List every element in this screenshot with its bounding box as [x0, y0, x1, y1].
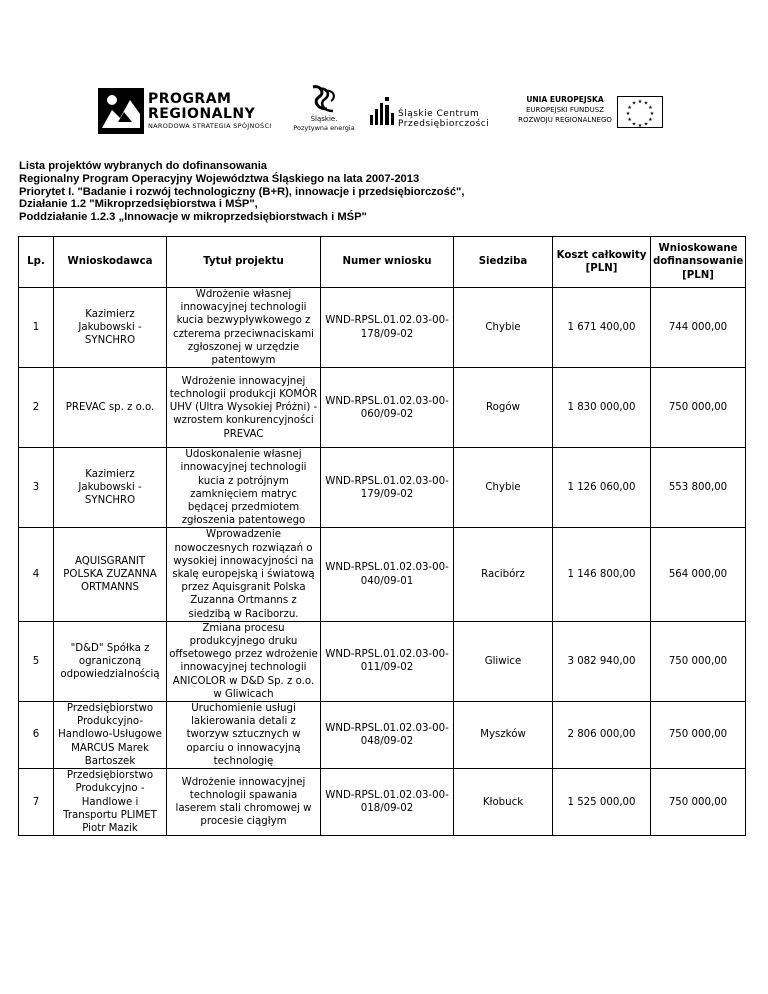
svg-text:★: ★	[648, 105, 653, 111]
heading-line-4: Działanie 1.2 "Mikroprzedsiębiorstwa i MŚP",	[19, 198, 258, 211]
cell-requested: 564 000,00	[651, 528, 746, 621]
ue-logo-line3: ROZWOJU REGIONALNEGO	[518, 116, 612, 124]
ue-text-logo	[510, 95, 620, 125]
cell-applicant: Przedsiębiorstwo Produkcyjno-Handlowo-Usługowe MARCUS Marek Bartoszek	[54, 702, 167, 769]
svg-text:★: ★	[648, 117, 653, 123]
svg-text:★: ★	[625, 111, 631, 117]
cell-number: WND-RPSL.01.02.03-00-178/09-02	[321, 288, 454, 368]
column-header-number: Numer wniosku	[321, 237, 454, 288]
cell-seat: Chybie	[454, 288, 553, 368]
cell-requested: 750 000,00	[651, 702, 746, 769]
cell-lp: 1	[19, 288, 54, 368]
program-logo-title	[148, 92, 255, 122]
cell-requested: 750 000,00	[651, 621, 746, 701]
cell-lp: 3	[19, 448, 54, 528]
column-header-applicant: Wnioskodawca	[54, 237, 167, 288]
cell-seat: Racibórz	[454, 528, 553, 621]
column-header-seat: Siedziba	[454, 237, 553, 288]
cell-requested: 744 000,00	[651, 288, 746, 368]
cell-total-cost: 1 146 800,00	[553, 528, 651, 621]
table-row	[19, 528, 746, 621]
table-row	[19, 621, 746, 701]
table-row	[19, 702, 746, 769]
cell-title: Udoskonalenie własnej innowacyjnej technologii kucia z potrójnym zamknięciem matryc będącej przedmiotem zgłoszenia patentowego	[167, 448, 321, 528]
cell-requested: 750 000,00	[651, 368, 746, 448]
cell-number: WND-RPSL.01.02.03-00-179/09-02	[321, 448, 454, 528]
cell-total-cost: 1 525 000,00	[553, 769, 651, 836]
centrum-logo-line1: Śląskie Centrum	[398, 109, 480, 119]
heading-line-1: Lista projektów wybranych do dofinansowania	[19, 160, 268, 172]
cell-number: WND-RPSL.01.02.03-00-011/09-02	[321, 621, 454, 701]
svg-text:★: ★	[627, 117, 632, 123]
cell-total-cost: 1 671 400,00	[553, 288, 651, 368]
heading-line-2: Regionalny Program Operacyjny Województwa Śląskiego na lata 2007-2013	[19, 172, 420, 185]
cell-applicant: AQUISGRANIT POLSKA ZUZANNA ORTMANNS	[54, 528, 167, 621]
cell-applicant: Kazimierz Jakubowski - SYNCHRO	[54, 288, 167, 368]
cell-applicant: Kazimierz Jakubowski - SYNCHRO	[54, 448, 167, 528]
cell-title: Wdrożenie własnej innowacyjnej technologii kucia bezwypływkowego z czterema przeciwnaciskami zgłoszonej w urzędzie patentowym	[167, 288, 321, 368]
cell-applicant: Przedsiębiorstwo Produkcyjno - Handlowe i Transportu PLIMET Piotr Mazik	[54, 769, 167, 836]
column-header-lp: Lp.	[19, 237, 54, 288]
ue-logo-line1: UNIA EUROPEJSKA	[526, 95, 604, 104]
cell-title: Uruchomienie usługi lakierowania detali z tworzyw sztucznych w oparciu o innowacyjną technologię	[167, 702, 321, 769]
slaskie-logo-line2: Pozytywna energia	[293, 124, 355, 132]
slaskie-wave-icon	[305, 83, 343, 115]
cell-requested: 553 800,00	[651, 448, 746, 528]
cell-seat: Gliwice	[454, 621, 553, 701]
cell-total-cost: 1 126 060,00	[553, 448, 651, 528]
heading-line-3: Priorytet I. "Badanie i rozwój technologiczny (B+R), innowacje i przedsiębiorczość",	[19, 185, 465, 198]
cell-number: WND-RPSL.01.02.03-00-018/09-02	[321, 769, 454, 836]
cell-applicant: "D&D" Spółka z ograniczoną odpowiedzialnością	[54, 621, 167, 701]
cell-title: Wdrożenie innowacyjnej technologii produkcji KOMÓR UHV (Ultra Wysokiej Próżni) - wzrostem konkurencyjności PREVAC	[167, 368, 321, 448]
cell-title: Wdrożenie innowacyjnej technologii spawania laserem stali chromowej w procesie ciągłym	[167, 769, 321, 836]
svg-text:★: ★	[643, 100, 649, 107]
eu-flag-icon	[617, 96, 663, 128]
slaskie-centrum-logo	[370, 97, 500, 131]
cell-total-cost: 3 082 940,00	[553, 621, 651, 701]
program-regionalny-emblem-icon	[98, 88, 144, 134]
cell-lp: 2	[19, 368, 54, 448]
ue-logo-line2: EUROPEJSKI FUNDUSZ	[525, 106, 605, 114]
column-header-title: Tytuł projektu	[167, 237, 321, 288]
cell-number: WND-RPSL.01.02.03-00-048/09-02	[321, 702, 454, 769]
column-header-requested: Wnioskowane dofinansowanie [PLN]	[651, 237, 746, 288]
svg-text:★: ★	[649, 111, 655, 117]
svg-text:★: ★	[631, 121, 637, 128]
table-row	[19, 448, 746, 528]
program-logo-subtitle: NARODOWA STRATEGIA SPÓJNOŚCI	[148, 122, 272, 130]
centrum-bars-icon	[370, 97, 394, 129]
program-logo-line2: REGIONALNY	[148, 106, 256, 122]
table-row	[19, 288, 746, 368]
svg-text:★: ★	[637, 123, 643, 128]
svg-text:★: ★	[631, 100, 637, 107]
document-heading	[19, 160, 739, 224]
projects-table	[18, 236, 746, 836]
table-header-row	[19, 237, 746, 288]
svg-text:★: ★	[627, 105, 632, 111]
cell-lp: 7	[19, 769, 54, 836]
program-regionalny-logo	[98, 88, 278, 138]
cell-applicant: PREVAC sp. z o.o.	[54, 368, 167, 448]
heading-line-5: Poddziałanie 1.2.3 „Innowacje w mikroprzedsiębiorstwach i MŚP"	[19, 211, 367, 224]
centrum-logo-line2: Przedsiębiorczości	[398, 119, 490, 129]
cell-lp: 4	[19, 528, 54, 621]
cell-number: WND-RPSL.01.02.03-00-040/09-01	[321, 528, 454, 621]
cell-seat: Myszków	[454, 702, 553, 769]
cell-requested: 750 000,00	[651, 769, 746, 836]
table-row	[19, 769, 746, 836]
cell-seat: Chybie	[454, 448, 553, 528]
cell-seat: Kłobuck	[454, 769, 553, 836]
table-row	[19, 368, 746, 448]
program-logo-line1: PROGRAM	[148, 91, 232, 107]
cell-total-cost: 1 830 000,00	[553, 368, 651, 448]
column-header-total-cost: Koszt całkowity [PLN]	[553, 237, 651, 288]
cell-lp: 6	[19, 702, 54, 769]
cell-number: WND-RPSL.01.02.03-00-060/09-02	[321, 368, 454, 448]
svg-text:★: ★	[637, 99, 643, 105]
slaskie-logo-line1: Śląskie.	[310, 115, 338, 123]
cell-title: Wprowadzenie nowoczesnych rozwiązań o wysokiej innowacyjności na skalę europejską i światową przez Aquisgranit Polska Zuzanna Ortmanns z siedzibą w Raciborzu.	[167, 528, 321, 621]
slaskie-logo	[284, 83, 364, 138]
cell-title: Zmiana procesu produkcyjnego druku offsetowego przez wdrożenie innowacyjnej technologii ANICOLOR w D&D Sp. z o.o. w Gliwicach	[167, 621, 321, 701]
cell-lp: 5	[19, 621, 54, 701]
logo-strip	[0, 0, 768, 150]
cell-seat: Rogów	[454, 368, 553, 448]
svg-text:★: ★	[643, 121, 649, 128]
cell-total-cost: 2 806 000,00	[553, 702, 651, 769]
